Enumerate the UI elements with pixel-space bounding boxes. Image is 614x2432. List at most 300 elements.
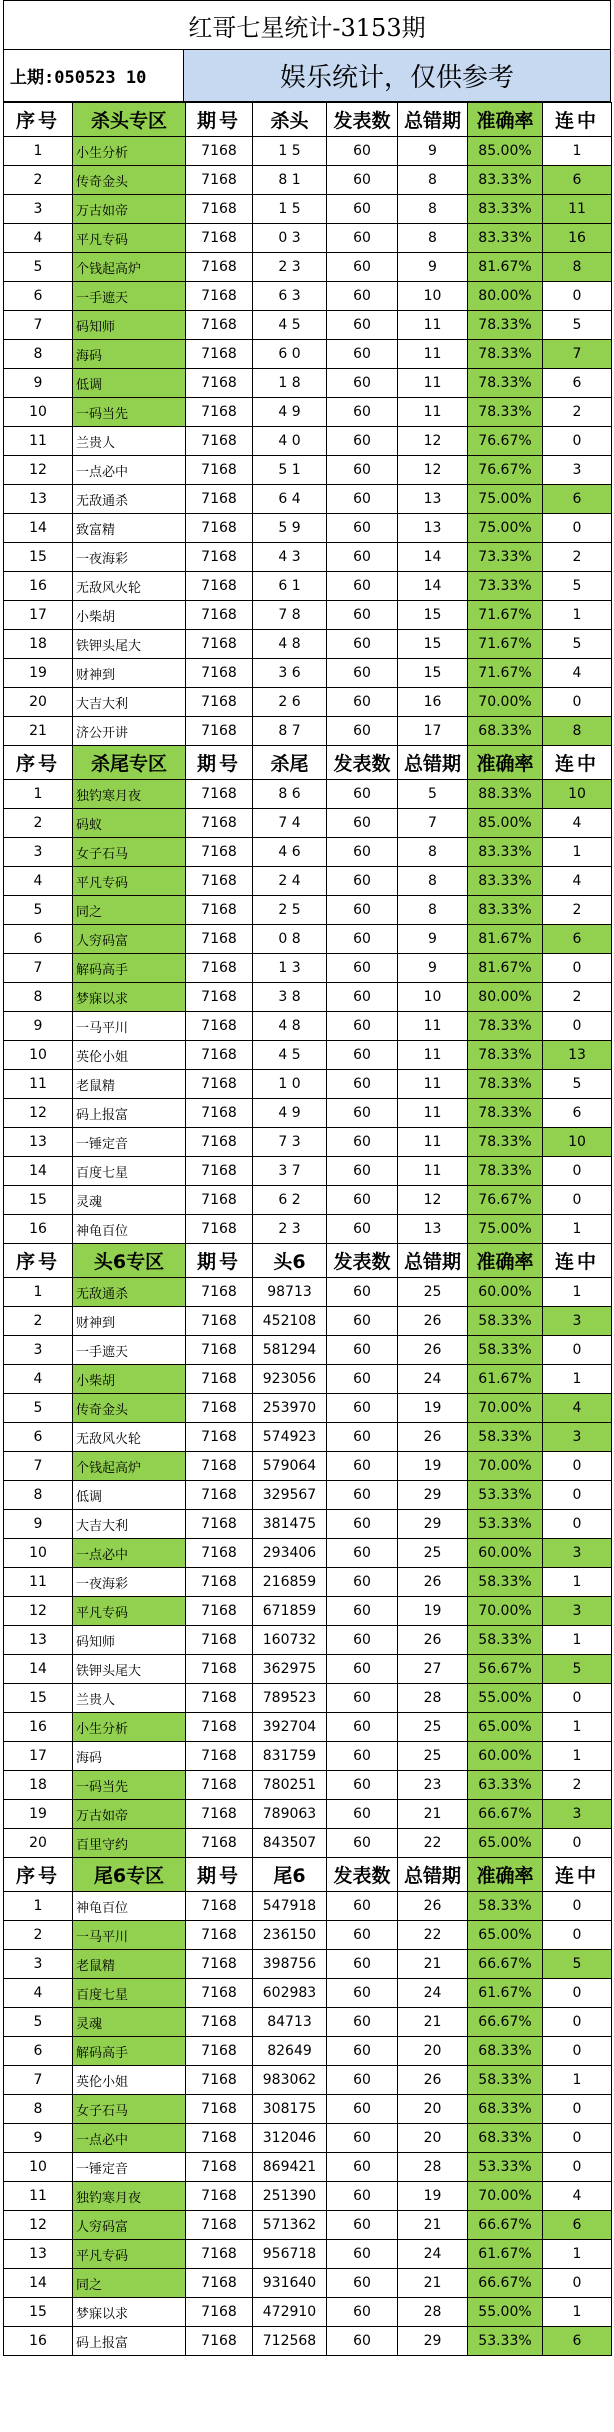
col-value: 3 8: [253, 983, 327, 1012]
col-posts: 60: [327, 1423, 398, 1452]
table-row: [4, 166, 612, 195]
col-accuracy: 73.33%: [468, 543, 543, 572]
col-errors: 25: [398, 1278, 468, 1307]
col-issue: 7168: [186, 1921, 253, 1950]
col-posts: 60: [327, 954, 398, 983]
col-streak: 1: [543, 2240, 612, 2269]
table-row: [4, 543, 612, 572]
col-value: 2 6: [253, 688, 327, 717]
header-col-index: 序号: [4, 1858, 73, 1892]
col-name: 解码高手: [73, 954, 186, 983]
col-issue: 7168: [186, 282, 253, 311]
stats-table: [3, 102, 612, 2356]
col-posts: 60: [327, 1099, 398, 1128]
table-row: [4, 925, 612, 954]
col-accuracy: 78.33%: [468, 1099, 543, 1128]
col-issue: 7168: [186, 2240, 253, 2269]
col-streak: 1: [543, 2066, 612, 2095]
col-errors: 11: [398, 1012, 468, 1041]
col-accuracy: 70.00%: [468, 1452, 543, 1481]
col-streak: 0: [543, 427, 612, 456]
col-issue: 7168: [186, 137, 253, 166]
col-errors: 19: [398, 2182, 468, 2211]
col-value: 581294: [253, 1336, 327, 1365]
col-errors: 13: [398, 485, 468, 514]
table-row: [4, 1365, 612, 1394]
col-name: 传奇金头: [73, 166, 186, 195]
sub-header: [3, 50, 611, 102]
col-errors: 8: [398, 838, 468, 867]
col-accuracy: 55.00%: [468, 2298, 543, 2327]
col-value: 6 1: [253, 572, 327, 601]
table-row: [4, 485, 612, 514]
col-errors: 11: [398, 1128, 468, 1157]
col-accuracy: 78.33%: [468, 1157, 543, 1186]
col-streak: 5: [543, 1655, 612, 1684]
col-errors: 17: [398, 717, 468, 746]
col-streak: 0: [543, 2124, 612, 2153]
col-errors: 24: [398, 1979, 468, 2008]
col-posts: 60: [327, 1336, 398, 1365]
col-posts: 60: [327, 2008, 398, 2037]
table-row: [4, 572, 612, 601]
col-accuracy: 71.67%: [468, 601, 543, 630]
col-streak: 1: [543, 838, 612, 867]
col-index: 8: [4, 340, 73, 369]
col-accuracy: 56.67%: [468, 1655, 543, 1684]
col-posts: 60: [327, 1041, 398, 1070]
col-accuracy: 68.33%: [468, 717, 543, 746]
col-accuracy: 66.67%: [468, 2211, 543, 2240]
header-col-issue: 期号: [186, 103, 253, 137]
col-index: 3: [4, 195, 73, 224]
col-posts: 60: [327, 514, 398, 543]
col-index: 10: [4, 398, 73, 427]
col-errors: 19: [398, 1394, 468, 1423]
col-posts: 60: [327, 2327, 398, 2356]
table-row: [4, 1186, 612, 1215]
col-value: 869421: [253, 2153, 327, 2182]
col-value: 98713: [253, 1278, 327, 1307]
col-errors: 19: [398, 1597, 468, 1626]
col-name: 兰贵人: [73, 1684, 186, 1713]
table-row: [4, 717, 612, 746]
col-errors: 10: [398, 282, 468, 311]
col-streak: 4: [543, 809, 612, 838]
table-row: [4, 340, 612, 369]
col-issue: 7168: [186, 485, 253, 514]
col-issue: 7168: [186, 1215, 253, 1244]
col-index: 4: [4, 1979, 73, 2008]
col-posts: 60: [327, 1684, 398, 1713]
table-row: [4, 1099, 612, 1128]
col-accuracy: 58.33%: [468, 1336, 543, 1365]
col-accuracy: 85.00%: [468, 137, 543, 166]
header-col-name: 头6专区: [73, 1244, 186, 1278]
col-index: 15: [4, 2298, 73, 2327]
col-name: 无敌风火轮: [73, 1423, 186, 1452]
col-streak: 1: [543, 2298, 612, 2327]
col-index: 9: [4, 369, 73, 398]
table-row: [4, 630, 612, 659]
col-posts: 60: [327, 1278, 398, 1307]
col-issue: 7168: [186, 1128, 253, 1157]
col-name: 梦寐以求: [73, 983, 186, 1012]
table-row: [4, 2298, 612, 2327]
table-row: [4, 1157, 612, 1186]
col-index: 6: [4, 925, 73, 954]
col-index: 3: [4, 838, 73, 867]
col-issue: 7168: [186, 659, 253, 688]
table-row: [4, 427, 612, 456]
col-streak: 8: [543, 717, 612, 746]
col-streak: 0: [543, 1186, 612, 1215]
col-name: 一夜海彩: [73, 543, 186, 572]
col-accuracy: 80.00%: [468, 282, 543, 311]
table-row: [4, 1800, 612, 1829]
col-name: 兰贵人: [73, 427, 186, 456]
col-index: 16: [4, 1215, 73, 1244]
col-value: 5 1: [253, 456, 327, 485]
col-value: 956718: [253, 2240, 327, 2269]
col-posts: 60: [327, 1070, 398, 1099]
header-col-accuracy: 准确率: [468, 1858, 543, 1892]
col-value: 312046: [253, 2124, 327, 2153]
table-row: [4, 311, 612, 340]
col-index: 19: [4, 1800, 73, 1829]
col-posts: 60: [327, 1950, 398, 1979]
col-value: 82649: [253, 2037, 327, 2066]
col-posts: 60: [327, 137, 398, 166]
col-issue: 7168: [186, 1892, 253, 1921]
col-name: 海码: [73, 340, 186, 369]
col-issue: 7168: [186, 1041, 253, 1070]
col-streak: 6: [543, 369, 612, 398]
col-issue: 7168: [186, 867, 253, 896]
col-errors: 13: [398, 514, 468, 543]
col-issue: 7168: [186, 1481, 253, 1510]
col-index: 4: [4, 867, 73, 896]
col-issue: 7168: [186, 340, 253, 369]
col-accuracy: 53.33%: [468, 2327, 543, 2356]
col-errors: 12: [398, 1186, 468, 1215]
col-value: 2 5: [253, 896, 327, 925]
table-row: [4, 2124, 612, 2153]
col-errors: 8: [398, 224, 468, 253]
col-value: 253970: [253, 1394, 327, 1423]
col-errors: 12: [398, 456, 468, 485]
col-posts: 60: [327, 2298, 398, 2327]
col-accuracy: 66.67%: [468, 2008, 543, 2037]
table-row: [4, 398, 612, 427]
col-issue: 7168: [186, 896, 253, 925]
col-errors: 24: [398, 2240, 468, 2269]
col-value: 216859: [253, 1568, 327, 1597]
col-accuracy: 83.33%: [468, 195, 543, 224]
table-row: [4, 195, 612, 224]
col-issue: 7168: [186, 1278, 253, 1307]
col-accuracy: 58.33%: [468, 1892, 543, 1921]
col-value: 579064: [253, 1452, 327, 1481]
col-accuracy: 78.33%: [468, 369, 543, 398]
col-posts: 60: [327, 369, 398, 398]
col-issue: 7168: [186, 1510, 253, 1539]
col-streak: 0: [543, 2008, 612, 2037]
col-index: 5: [4, 1394, 73, 1423]
col-value: 308175: [253, 2095, 327, 2124]
col-value: 362975: [253, 1655, 327, 1684]
col-value: 8 7: [253, 717, 327, 746]
col-issue: 7168: [186, 688, 253, 717]
col-name: 一点必中: [73, 1539, 186, 1568]
col-posts: 60: [327, 1365, 398, 1394]
table-row: [4, 896, 612, 925]
col-index: 4: [4, 1365, 73, 1394]
col-value: 4 9: [253, 1099, 327, 1128]
header-col-accuracy: 准确率: [468, 1244, 543, 1278]
col-issue: 7168: [186, 1157, 253, 1186]
col-posts: 60: [327, 311, 398, 340]
table-row: [4, 224, 612, 253]
col-index: 13: [4, 1626, 73, 1655]
col-accuracy: 65.00%: [468, 1713, 543, 1742]
col-errors: 9: [398, 954, 468, 983]
col-index: 12: [4, 456, 73, 485]
col-accuracy: 83.33%: [468, 867, 543, 896]
table-row: [4, 1829, 612, 1858]
col-errors: 21: [398, 1950, 468, 1979]
col-accuracy: 68.33%: [468, 2095, 543, 2124]
col-streak: 0: [543, 1979, 612, 2008]
col-errors: 20: [398, 2124, 468, 2153]
col-errors: 22: [398, 1921, 468, 1950]
table-row: [4, 1336, 612, 1365]
col-index: 12: [4, 1597, 73, 1626]
col-issue: 7168: [186, 2153, 253, 2182]
col-value: 7 4: [253, 809, 327, 838]
col-accuracy: 81.67%: [468, 954, 543, 983]
col-name: 万古如帝: [73, 195, 186, 224]
col-name: 大吉大利: [73, 1510, 186, 1539]
col-name: 梦寐以求: [73, 2298, 186, 2327]
col-issue: 7168: [186, 1452, 253, 1481]
col-streak: 6: [543, 1099, 612, 1128]
col-accuracy: 88.33%: [468, 780, 543, 809]
col-name: 平凡专码: [73, 1597, 186, 1626]
header-col-value: 尾6: [253, 1858, 327, 1892]
col-issue: 7168: [186, 1336, 253, 1365]
col-errors: 12: [398, 427, 468, 456]
col-streak: 13: [543, 1041, 612, 1070]
col-accuracy: 83.33%: [468, 838, 543, 867]
col-streak: 3: [543, 1800, 612, 1829]
col-value: 843507: [253, 1829, 327, 1858]
col-value: 6 4: [253, 485, 327, 514]
col-value: 4 8: [253, 1012, 327, 1041]
col-streak: 4: [543, 867, 612, 896]
table-row: [4, 253, 612, 282]
col-issue: 7168: [186, 572, 253, 601]
table-row: [4, 1713, 612, 1742]
col-name: 致富精: [73, 514, 186, 543]
col-errors: 9: [398, 137, 468, 166]
col-posts: 60: [327, 1597, 398, 1626]
col-accuracy: 53.33%: [468, 1510, 543, 1539]
col-index: 12: [4, 1099, 73, 1128]
col-streak: 4: [543, 659, 612, 688]
col-errors: 25: [398, 1742, 468, 1771]
col-value: 4 6: [253, 838, 327, 867]
col-issue: 7168: [186, 1597, 253, 1626]
table-row: [4, 2182, 612, 2211]
col-issue: 7168: [186, 1655, 253, 1684]
col-value: 398756: [253, 1950, 327, 1979]
col-posts: 60: [327, 543, 398, 572]
col-streak: 0: [543, 1336, 612, 1365]
header-col-posts: 发表数: [327, 103, 398, 137]
col-name: 独钓寒月夜: [73, 2182, 186, 2211]
header-col-accuracy: 准确率: [468, 103, 543, 137]
header-col-index: 序号: [4, 1244, 73, 1278]
col-posts: 60: [327, 1186, 398, 1215]
table-row: [4, 838, 612, 867]
col-issue: 7168: [186, 1099, 253, 1128]
col-index: 8: [4, 983, 73, 1012]
col-index: 11: [4, 1070, 73, 1099]
col-name: 英伦小姐: [73, 1041, 186, 1070]
col-index: 2: [4, 166, 73, 195]
col-issue: 7168: [186, 780, 253, 809]
col-index: 2: [4, 809, 73, 838]
col-posts: 60: [327, 398, 398, 427]
col-name: 传奇金头: [73, 1394, 186, 1423]
col-posts: 60: [327, 1307, 398, 1336]
col-errors: 11: [398, 1041, 468, 1070]
col-streak: 6: [543, 2327, 612, 2356]
col-issue: 7168: [186, 369, 253, 398]
col-name: 个钱起高炉: [73, 253, 186, 282]
col-streak: 5: [543, 1950, 612, 1979]
table-row: [4, 2066, 612, 2095]
col-value: 1 5: [253, 195, 327, 224]
col-posts: 60: [327, 2153, 398, 2182]
page-title: 红哥七星统计-3153期: [3, 0, 611, 50]
col-name: 神龟百位: [73, 1892, 186, 1921]
col-posts: 60: [327, 2182, 398, 2211]
col-posts: 60: [327, 896, 398, 925]
col-index: 10: [4, 1539, 73, 1568]
table-row: [4, 514, 612, 543]
col-value: 712568: [253, 2327, 327, 2356]
col-name: 老鼠精: [73, 1950, 186, 1979]
col-issue: 7168: [186, 630, 253, 659]
table-row: [4, 1481, 612, 1510]
header-col-issue: 期号: [186, 1858, 253, 1892]
col-accuracy: 83.33%: [468, 166, 543, 195]
col-issue: 7168: [186, 809, 253, 838]
col-streak: 0: [543, 1829, 612, 1858]
table-row: [4, 1070, 612, 1099]
col-accuracy: 68.33%: [468, 2037, 543, 2066]
col-streak: 0: [543, 2037, 612, 2066]
col-issue: 7168: [186, 1713, 253, 1742]
col-index: 1: [4, 1892, 73, 1921]
col-accuracy: 53.33%: [468, 2153, 543, 2182]
col-errors: 14: [398, 572, 468, 601]
table-row: [4, 456, 612, 485]
col-issue: 7168: [186, 1307, 253, 1336]
col-name: 低调: [73, 1481, 186, 1510]
header-col-value: 杀尾: [253, 746, 327, 780]
col-value: 1 5: [253, 137, 327, 166]
col-value: 0 8: [253, 925, 327, 954]
col-errors: 8: [398, 195, 468, 224]
col-value: 472910: [253, 2298, 327, 2327]
col-streak: 3: [543, 1597, 612, 1626]
col-name: 一马平川: [73, 1921, 186, 1950]
header-col-posts: 发表数: [327, 746, 398, 780]
table-row: [4, 954, 612, 983]
col-name: 大吉大利: [73, 688, 186, 717]
col-value: 571362: [253, 2211, 327, 2240]
table-row: [4, 137, 612, 166]
col-value: 831759: [253, 1742, 327, 1771]
col-issue: 7168: [186, 954, 253, 983]
col-errors: 11: [398, 369, 468, 398]
col-streak: 8: [543, 253, 612, 282]
col-streak: 5: [543, 1070, 612, 1099]
col-name: 一码当先: [73, 1771, 186, 1800]
col-errors: 16: [398, 688, 468, 717]
col-posts: 60: [327, 1979, 398, 2008]
col-issue: 7168: [186, 1950, 253, 1979]
col-accuracy: 83.33%: [468, 896, 543, 925]
table-row: [4, 601, 612, 630]
col-posts: 60: [327, 1742, 398, 1771]
col-posts: 60: [327, 630, 398, 659]
col-index: 7: [4, 1452, 73, 1481]
col-streak: 6: [543, 925, 612, 954]
col-errors: 11: [398, 1099, 468, 1128]
col-accuracy: 78.33%: [468, 398, 543, 427]
col-issue: 7168: [186, 224, 253, 253]
col-errors: 5: [398, 780, 468, 809]
section-header: [4, 746, 612, 780]
table-row: [4, 1684, 612, 1713]
col-value: 84713: [253, 2008, 327, 2037]
table-row: [4, 2008, 612, 2037]
col-accuracy: 78.33%: [468, 311, 543, 340]
col-posts: 60: [327, 1921, 398, 1950]
col-accuracy: 71.67%: [468, 630, 543, 659]
col-index: 14: [4, 2269, 73, 2298]
table-row: [4, 1626, 612, 1655]
col-issue: 7168: [186, 1186, 253, 1215]
col-value: 4 8: [253, 630, 327, 659]
col-name: 小生分析: [73, 1713, 186, 1742]
header-col-errors: 总错期: [398, 1244, 468, 1278]
col-accuracy: 75.00%: [468, 514, 543, 543]
col-accuracy: 66.67%: [468, 2269, 543, 2298]
col-index: 5: [4, 2008, 73, 2037]
col-value: 293406: [253, 1539, 327, 1568]
col-errors: 21: [398, 2008, 468, 2037]
section-header: [4, 1244, 612, 1278]
col-issue: 7168: [186, 1394, 253, 1423]
col-streak: 10: [543, 780, 612, 809]
col-name: 百度七星: [73, 1979, 186, 2008]
table-row: [4, 1568, 612, 1597]
